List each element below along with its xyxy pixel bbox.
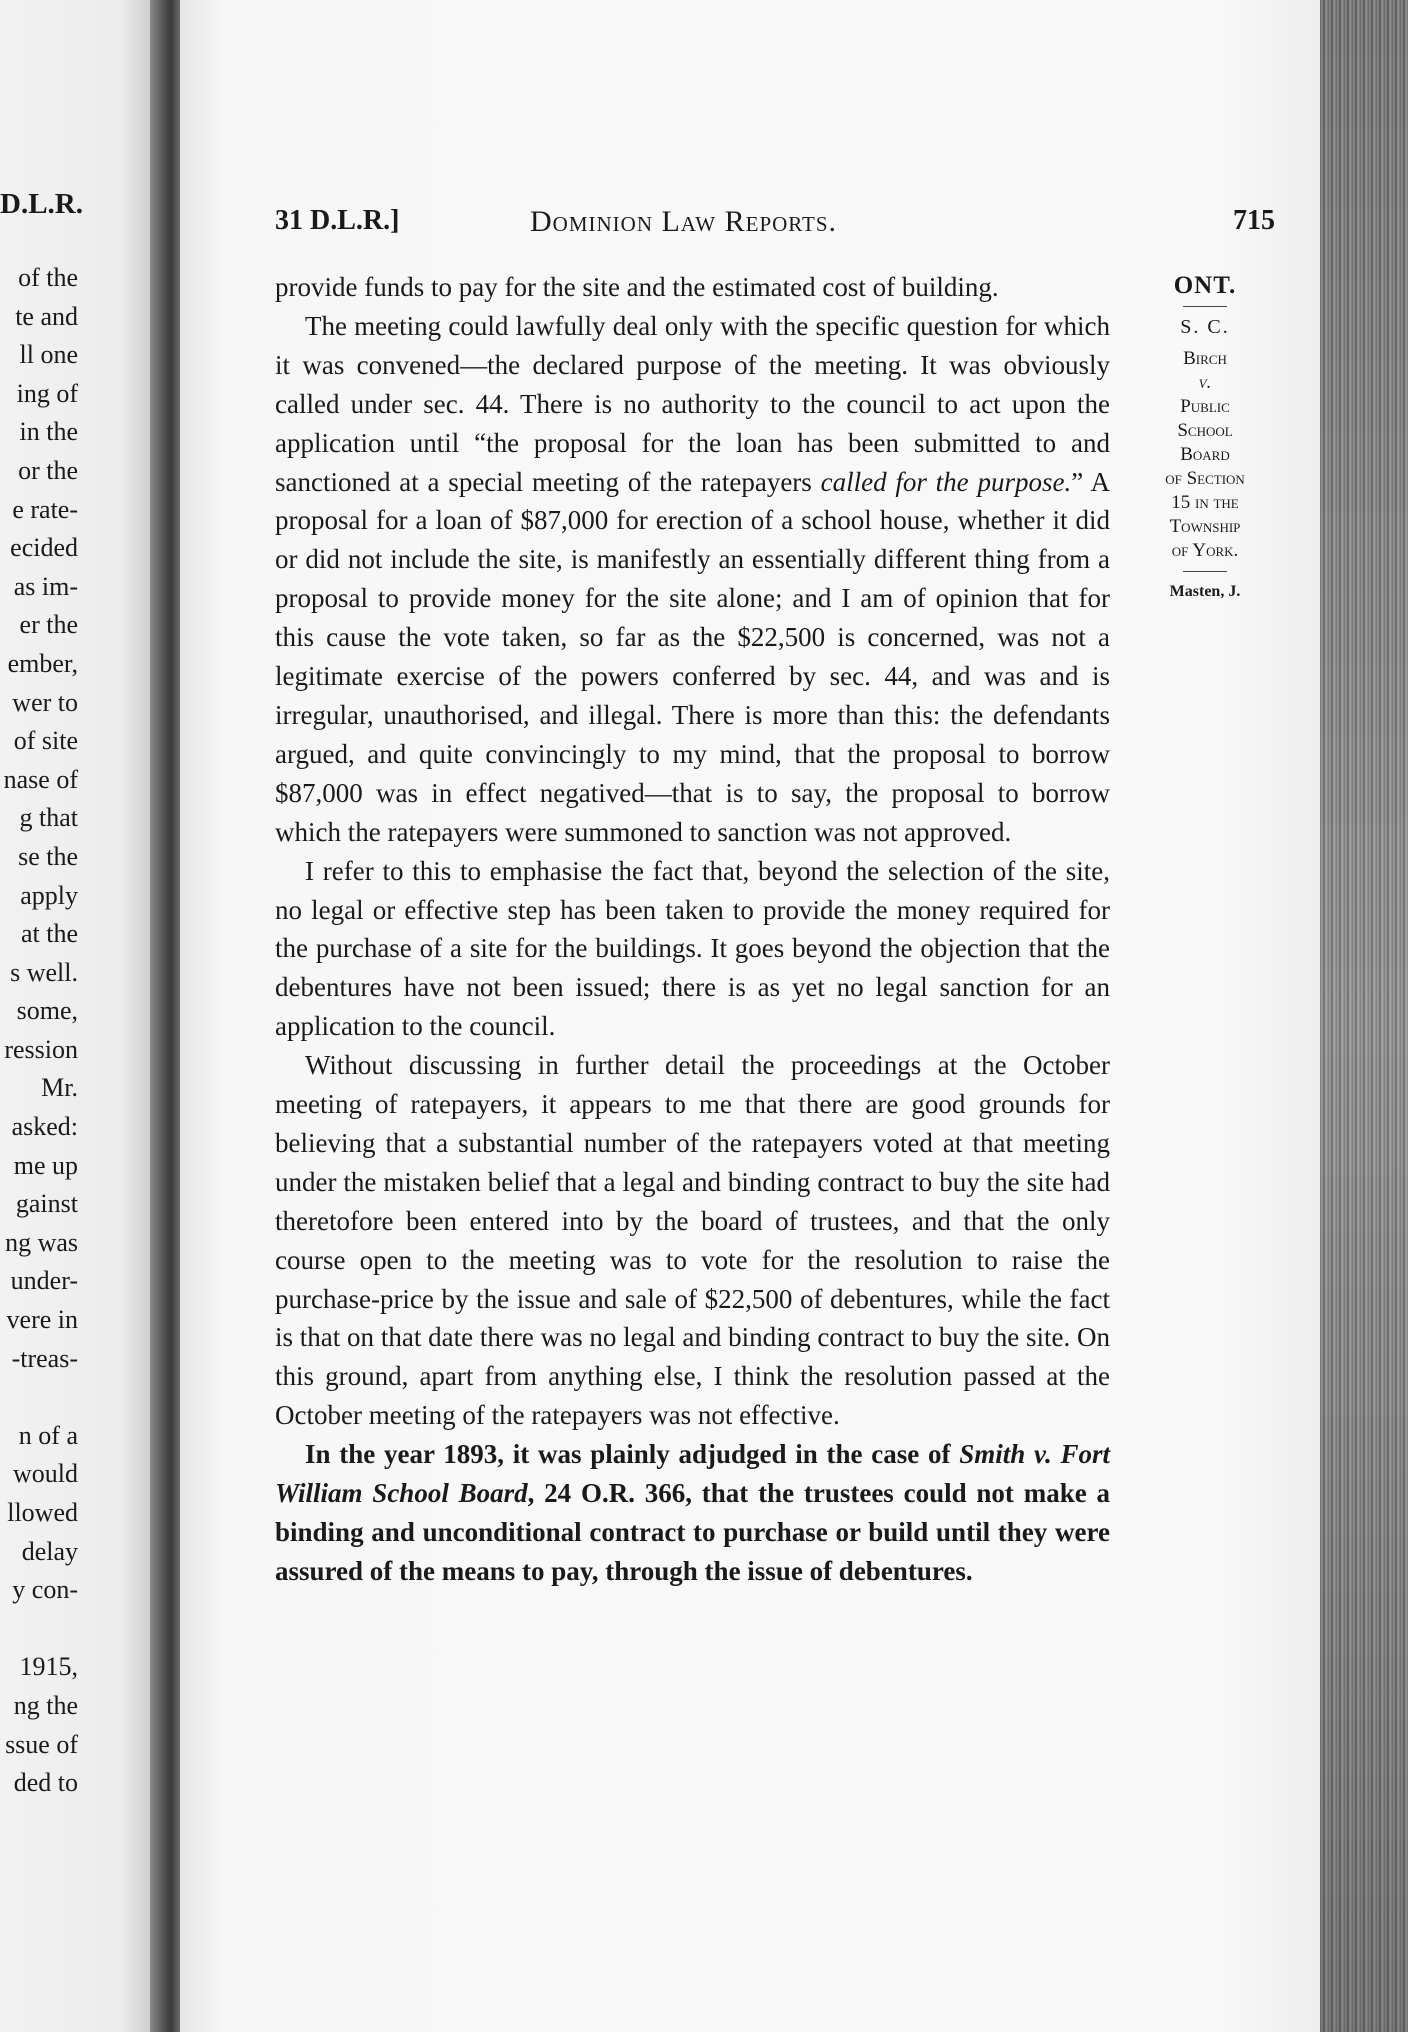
left-page-line: Mr.: [41, 1073, 78, 1103]
left-page-line: s well.: [10, 957, 78, 987]
paragraph-text: , 24 O.R. 366, that the trustees could not make a binding and unconditional contract to purchase or build until they were assured of the means to pay, through the issue of debentures.: [275, 1478, 1110, 1586]
left-page-line: ember,: [7, 648, 78, 678]
paragraph: [275, 1435, 1110, 1591]
case-name-line: School: [1177, 420, 1233, 441]
journal-title: Dominion Law Reports.: [530, 205, 838, 238]
left-page-line: ing of: [16, 378, 78, 408]
left-page-line: n of a: [18, 1420, 78, 1450]
left-page-line: llowed: [7, 1498, 78, 1527]
left-page-line: ng was: [5, 1227, 78, 1257]
left-page-line: [0, 1610, 78, 1649]
case-name: [1140, 347, 1270, 563]
left-page-line: se the: [18, 841, 78, 871]
left-page-line: under-: [10, 1266, 78, 1296]
left-page-line: at the: [20, 919, 78, 949]
left-page-line: ll one: [19, 340, 78, 370]
left-page-line: g that: [19, 803, 78, 833]
case-name-line: of York.: [1171, 540, 1239, 561]
left-page-line: ression: [4, 1034, 78, 1064]
volume-reference: 31 D.L.R.]: [275, 205, 400, 236]
left-page-header: D.L.R.: [0, 188, 83, 220]
margin-rule: [1183, 571, 1227, 572]
left-page-line: delay: [21, 1536, 78, 1566]
left-page-text: [0, 259, 150, 1803]
judge-label: Masten, J.: [1169, 583, 1241, 600]
paragraph: [275, 307, 1110, 852]
left-page-line: me up: [13, 1150, 78, 1180]
body-text: [275, 268, 1110, 1591]
left-facing-page: [0, 0, 150, 2032]
left-page-line: ecided: [10, 533, 78, 563]
left-page-line: ng the: [13, 1690, 78, 1720]
paragraph-text: The meeting could lawfully deal only with the specific question for which it was convened—the declared purpose of the meeting. It was obviously called under sec. 44. There is no authority to the council to act upon the application until “the proposal for the loan has been submitted to and sanctioned at a special meeting of the ratepayers: [275, 310, 1110, 497]
left-page-line: gainst: [15, 1189, 78, 1219]
left-page-line: ded to: [13, 1768, 78, 1798]
left-page-line: asked:: [11, 1112, 78, 1142]
paragraph: provide funds to pay for the site and the estimated cost of building.: [275, 272, 999, 302]
page-number: 715: [1233, 205, 1275, 236]
left-page-line: or the: [18, 455, 78, 485]
case-name-line: Township: [1169, 516, 1241, 537]
left-page-line: nase of: [3, 764, 78, 794]
page-edges: [1320, 0, 1408, 2032]
left-page-line: vere in: [6, 1305, 78, 1335]
margin-note: [1140, 274, 1270, 604]
left-page-line: in the: [19, 417, 78, 447]
case-name-line: Board: [1180, 444, 1230, 465]
left-page-line: would: [13, 1459, 78, 1489]
court-label: S. C.: [1180, 316, 1230, 338]
left-page-line: y con-: [12, 1575, 78, 1605]
paragraph: I refer to this to emphasise the fact that, beyond the selection of the site, no legal or effective step has been taken to provide the money required for the purchase of a site for the buildings. It goes beyond the objection that the debentures have not been issued; there is as yet no legal sanction for an application to the council.: [275, 855, 1110, 1042]
paragraph: Without discussing in further detail the proceedings at the October meeting of ratepayers, it appears to me that there are good grounds for believing that a substantial number of the ratepayers voted at that meeting under the mistaken belief that a legal and binding contract to buy the site had theretofore been entered into by the board of trustees, and that the only course open to the meeting was to vote for the resolution to raise the purchase-price by the issue and sale of $22,500 of debentures, while the fact is that on that date there was no legal and binding contract to buy the site. On this ground, apart from anything else, I think the resolution passed at the October meeting of the ratepayers was not effective.: [275, 1050, 1110, 1431]
left-page-line: of site: [13, 726, 78, 756]
left-page-line: [0, 1378, 78, 1417]
italic-quote: called for the purpose.: [820, 466, 1072, 497]
left-page-line: -treas-: [11, 1343, 78, 1373]
case-name-line: Birch: [1183, 348, 1227, 369]
case-name-line: v.: [1198, 372, 1212, 393]
case-name-line: of Section: [1165, 468, 1245, 489]
left-page-line: some,: [16, 996, 78, 1026]
province-label: ONT.: [1173, 272, 1237, 299]
book-gutter: [150, 0, 180, 2032]
paragraph-text: In the year 1893, it was plainly adjudged in the case of: [305, 1439, 960, 1470]
case-name-line: 15 in the: [1171, 492, 1239, 513]
left-page-line: apply: [20, 880, 78, 910]
left-page-line: as im-: [13, 571, 78, 601]
left-page-line: e rate-: [12, 494, 78, 524]
left-page-line: 1915,: [19, 1652, 78, 1682]
left-page-line: wer to: [12, 687, 78, 717]
left-page-line: of the: [18, 263, 78, 292]
case-name-line: Public: [1180, 396, 1230, 417]
left-page-line: ssue of: [5, 1729, 78, 1759]
case-citation: Smith v. Fort William School Board: [275, 1439, 1110, 1509]
left-page-line: er the: [19, 610, 78, 640]
running-head: [275, 205, 1275, 245]
margin-rule: [1183, 306, 1227, 307]
paragraph-text: ” A proposal for a loan of $87,000 for erection of a school house, whether it did or did not include the site, is manifestly an essentially different thing from a proposal to provide money for the site alone; and I am of opinion that for this cause the vote taken, so far as the $22,500 is concerned, was not a legitimate exercise of the powers conferred by sec. 44, and was and is irregular, unauthorised, and illegal. There is more than this: the defendants argued, and quite convincingly to my mind, that the proposal to borrow $87,000 was in effect negatived—that is to say, the proposal to borrow which the ratepayers were summoned to sanction was not approved.: [275, 466, 1110, 847]
left-page-line: te and: [15, 301, 78, 331]
